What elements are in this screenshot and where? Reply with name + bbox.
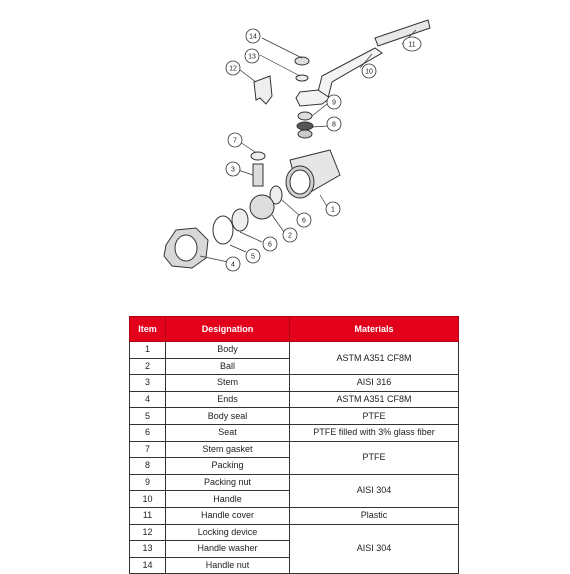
callout-10: 10 — [365, 68, 373, 76]
material-cell: PTFE — [290, 408, 459, 425]
material-cell: AISI 316 — [290, 375, 459, 392]
material-cell: ASTM A351 CF8M — [290, 342, 459, 375]
designation-cell: Seat — [166, 424, 290, 441]
table-header-row — [130, 317, 459, 342]
callout-8: 8 — [332, 121, 336, 129]
item-cell: 7 — [130, 441, 166, 458]
stem-gasket-part — [251, 152, 265, 160]
material-cell: ASTM A351 CF8M — [290, 391, 459, 408]
header-designation: Designation — [166, 317, 290, 342]
material-cell: PTFE filled with 3% glass fiber — [290, 424, 459, 441]
item-cell: 3 — [130, 375, 166, 392]
callout-13: 13 — [248, 53, 256, 61]
item-cell: 5 — [130, 408, 166, 425]
material-cell: PTFE — [290, 441, 459, 474]
body-part — [286, 150, 340, 198]
handle-nut-part — [295, 57, 309, 81]
designation-cell: Handle washer — [166, 541, 290, 558]
parts-table — [129, 316, 459, 574]
designation-cell: Body — [166, 342, 290, 359]
item-cell: 2 — [130, 358, 166, 375]
material-cell: AISI 304 — [290, 524, 459, 574]
table-row — [130, 441, 459, 458]
table-row — [130, 391, 459, 408]
table-row — [130, 342, 459, 359]
designation-cell: Handle nut — [166, 557, 290, 574]
handle-cover-part — [375, 20, 430, 46]
callout-6a: 6 — [302, 217, 306, 225]
stem-part — [253, 164, 263, 186]
material-cell: AISI 304 — [290, 474, 459, 507]
designation-cell: Locking device — [166, 524, 290, 541]
callout-14: 14 — [249, 33, 257, 41]
table-row — [130, 524, 459, 541]
callout-5: 5 — [251, 253, 255, 261]
table-row — [130, 424, 459, 441]
designation-cell: Body seal — [166, 408, 290, 425]
item-cell: 11 — [130, 507, 166, 524]
item-cell: 6 — [130, 424, 166, 441]
callout-6b: 6 — [268, 241, 272, 249]
designation-cell: Stem — [166, 375, 290, 392]
packing-nut-part — [297, 112, 313, 138]
designation-cell: Ends — [166, 391, 290, 408]
callout-12: 12 — [229, 65, 237, 73]
designation-cell: Packing nut — [166, 474, 290, 491]
locking-device-part — [254, 76, 272, 104]
item-cell: 12 — [130, 524, 166, 541]
item-cell: 1 — [130, 342, 166, 359]
designation-cell: Handle cover — [166, 507, 290, 524]
designation-cell: Handle — [166, 491, 290, 508]
table-row — [130, 474, 459, 491]
item-cell: 13 — [130, 541, 166, 558]
callout-2: 2 — [288, 232, 292, 240]
header-item: Item — [130, 317, 166, 342]
item-cell: 10 — [130, 491, 166, 508]
item-cell: 8 — [130, 458, 166, 475]
callout-3: 3 — [231, 166, 235, 174]
item-cell: 14 — [130, 557, 166, 574]
callout-7: 7 — [233, 137, 237, 145]
header-materials: Materials — [290, 317, 459, 342]
item-cell: 9 — [130, 474, 166, 491]
item-cell: 4 — [130, 391, 166, 408]
callout-4: 4 — [231, 261, 235, 269]
designation-cell: Packing — [166, 458, 290, 475]
table-row — [130, 507, 459, 524]
table-row — [130, 375, 459, 392]
callout-9: 9 — [332, 99, 336, 107]
end-part — [164, 228, 208, 268]
callout-11: 11 — [408, 41, 416, 49]
callout-1: 1 — [331, 206, 335, 214]
designation-cell: Ball — [166, 358, 290, 375]
table-row — [130, 408, 459, 425]
designation-cell: Stem gasket — [166, 441, 290, 458]
material-cell: Plastic — [290, 507, 459, 524]
